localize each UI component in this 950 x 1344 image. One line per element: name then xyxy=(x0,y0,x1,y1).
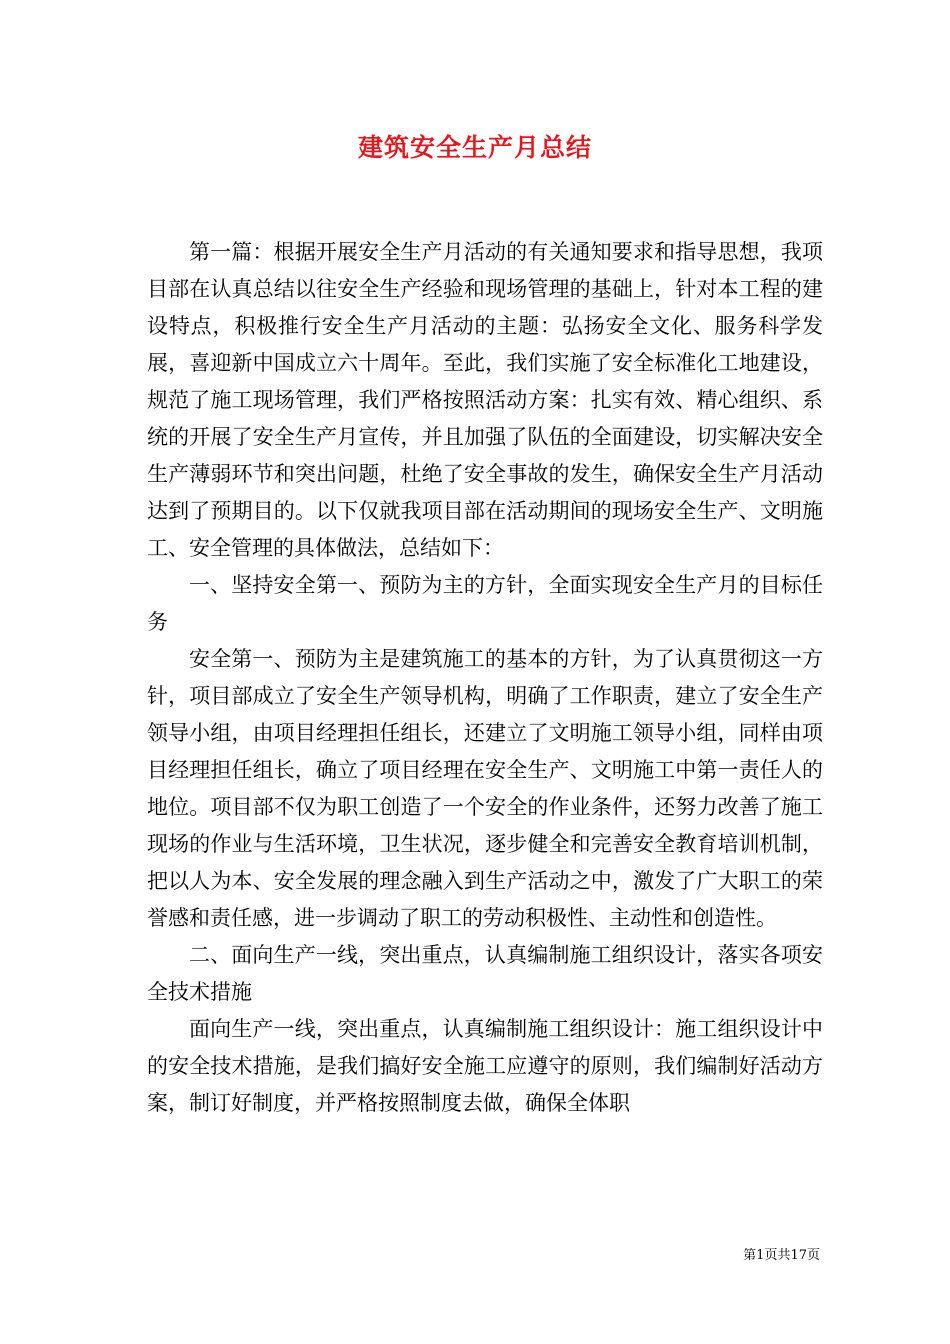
paragraph-section-2: 面向生产一线，突出重点，认真编制施工组织设计：施工组织设计中的安全技术措施，是我们搞好安全施工应遵守的原则，我们编制好活动方案，制订好制度，并严格按照制度去做，确保全体职 xyxy=(147,1017,823,1115)
page-title: 建筑安全生产月总结 xyxy=(357,133,592,162)
section-heading-2: 二、面向生产一线，突出重点，认真编制施工组织设计，落实各项安全技术措施 xyxy=(147,943,823,1004)
section-heading-1: 一、坚持安全第一、预防为主的方针，全面实现安全生产月的目标任务 xyxy=(147,573,823,634)
page-number-footer: 第1页共17页 xyxy=(743,1248,820,1263)
paragraph-intro: 第一篇：根据开展安全生产月活动的有关通知要求和指导思想，我项目部在认真总结以往安全生产经验和现场管理的基础上，针对本工程的建设特点，积极推行安全生产月活动的主题：弘扬安全文化、服务科学发展，喜迎新中国成立六十周年。至此，我们实施了安全标准化工地建设，规范了施工现场管理，我们严格按照活动方案：扎实有效、精心组织、系统的开展了安全生产月宣传，并且加强了队伍的全面建设，切实解决安全生产薄弱环节和突出问题，杜绝了安全事故的发生，确保安全生产月活动达到了预期目的。以下仅就我项目部在活动期间的现场安全生产、文明施工、安全管理的具体做法，总结如下： xyxy=(147,240,823,560)
paragraph-section-1: 安全第一、预防为主是建筑施工的基本的方针，为了认真贯彻这一方针，项目部成立了安全生产领导机构，明确了工作职责，建立了安全生产领导小组，由项目经理担任组长，还建立了文明施工领导小组，同样由项目经理担任组长，确立了项目经理在安全生产、文明施工中第一责任人的地位。项目部不仅为职工创造了一个安全的作业条件，还努力改善了施工现场的作业与生活环境，卫生状况，逐步健全和完善安全教育培训机制，把以人为本、安全发展的理念融入到生产活动之中，激发了广大职工的荣誉感和责任感，进一步调动了职工的劳动积极性、主动性和创造性。 xyxy=(147,647,823,930)
document-body xyxy=(147,234,823,1122)
